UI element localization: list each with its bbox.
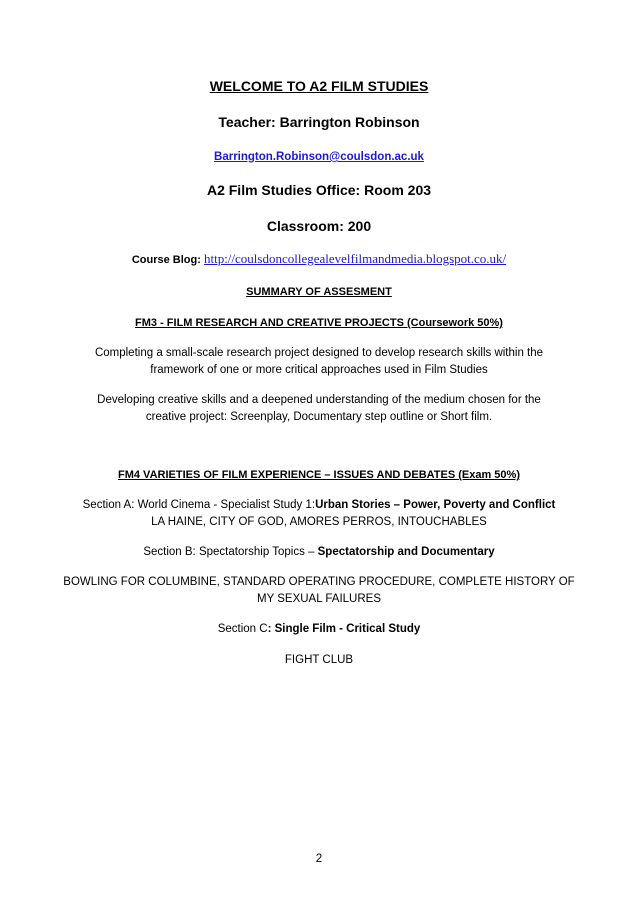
section-c-prefix: Section C (217, 623, 268, 635)
section-c-film: FIGHT CLUB (284, 654, 354, 666)
course-blog-link[interactable]: http://coulsdoncollegealevelfilmandmedia.blogspot.co.uk/ (203, 251, 507, 266)
section-b-prefix: Section B: Spectatorship Topics – (143, 546, 318, 558)
page-number: 2 (315, 853, 323, 865)
teacher-name: Teacher: Barrington Robinson (218, 114, 420, 130)
page-title: WELCOME TO A2 FILM STUDIES (209, 78, 429, 94)
fm3-paragraph-2-line-2: creative project: Screenplay, Documentary step outline or Short film. (145, 411, 493, 423)
section-a-topic: Urban Stories – Power, Poverty and Conflict (315, 499, 556, 511)
section-a-prefix: Section A: World Cinema - Specialist Study 1: (82, 499, 316, 511)
section-c-topic: : Single Film - Critical Study (267, 623, 421, 635)
section-c-line (0, 623, 638, 635)
section-a-films: LA HAINE, CITY OF GOD, AMORES PERROS, INTOUCHABLES (151, 516, 487, 528)
section-b-films-line-2: MY SEXUAL FAILURES (257, 593, 381, 605)
course-blog-label: Course Blog: (131, 254, 201, 266)
section-b-topic: Spectatorship and Documentary (317, 546, 495, 558)
fm3-paragraph-1-line-1: Completing a small-scale research project designed to develop research skills within the (94, 347, 544, 359)
section-a-line (0, 499, 638, 511)
section-b-line (0, 546, 638, 558)
classroom-info: Classroom: 200 (266, 218, 372, 234)
teacher-email-container (0, 151, 638, 163)
fm3-paragraph-1-line-2: framework of one or more critical approaches used in Film Studies (150, 364, 488, 376)
fm3-paragraph-2-line-1: Developing creative skills and a deepened understanding of the medium chosen for the (97, 394, 541, 406)
course-blog-line (0, 251, 638, 267)
section-b-films-line-1: BOWLING FOR COLUMBINE, STANDARD OPERATING PROCEDURE, COMPLETE HISTORY OF (63, 576, 575, 588)
teacher-email-link[interactable]: Barrington.Robinson@coulsdon.ac.uk (214, 151, 424, 163)
fm4-heading: FM4 VARIETIES OF FILM EXPERIENCE – ISSUES AND DEBATES (Exam 50%) (118, 469, 520, 481)
fm3-heading: FM3 - FILM RESEARCH AND CREATIVE PROJECTS (Coursework 50%) (135, 317, 503, 329)
summary-heading: SUMMARY OF ASSESMENT (246, 286, 392, 298)
office-info: A2 Film Studies Office: Room 203 (206, 182, 432, 198)
